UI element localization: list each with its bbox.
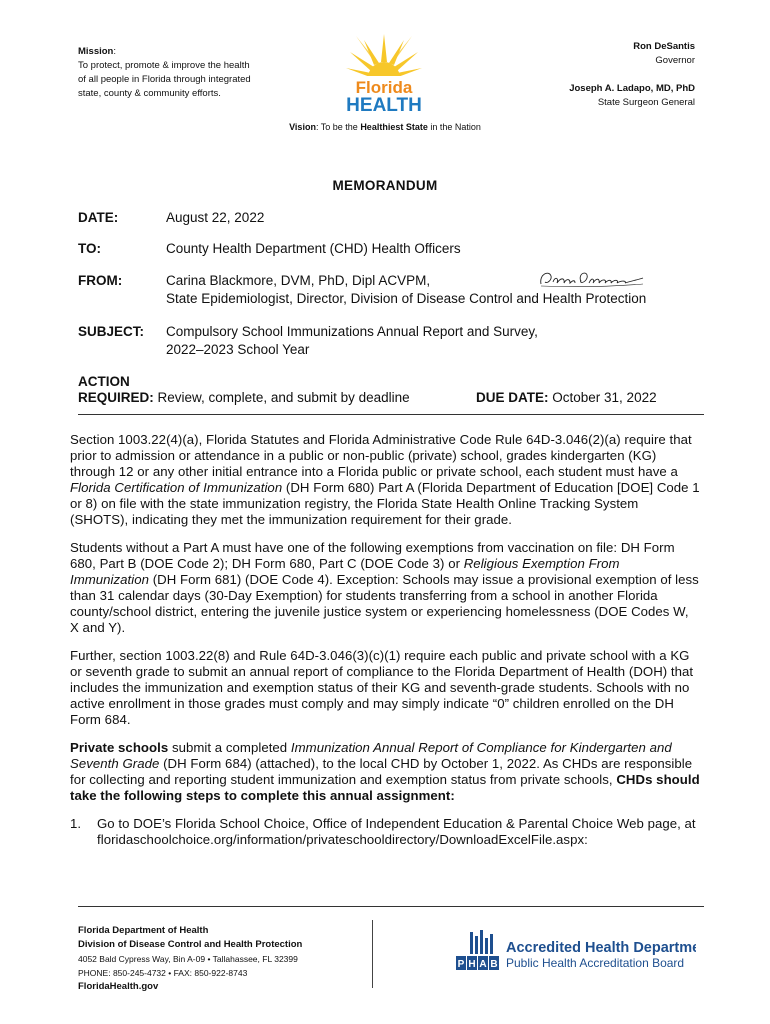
surgeon-general-name: Joseph A. Ladapo, MD, PhD bbox=[569, 83, 695, 94]
mission-statement: Mission: To protect, promote & improve the health of all people in Florida through integrated state, county & community efforts. bbox=[78, 45, 298, 101]
step-1 bbox=[70, 816, 700, 848]
vision-text-post: in the Nation bbox=[427, 122, 481, 132]
signature-icon bbox=[537, 268, 647, 290]
governor-title: Governor bbox=[655, 55, 695, 66]
action-required bbox=[78, 374, 718, 406]
p1-text-b: (DH Form 680) Part A (Florida Department of Education [DOE] Code 1 or 8) on file with the state immunization registry, the Florida State Health Online Tracking System (SHOTS), indicating they met the immunization requirement for their grade. bbox=[70, 480, 700, 527]
phab-letter-b: B bbox=[490, 959, 498, 970]
footer-org: Florida Department of Health bbox=[78, 925, 209, 936]
action-value: Review, complete, and submit by deadline bbox=[157, 390, 410, 405]
p4-text-a: submit a completed bbox=[168, 740, 291, 755]
vision-statement bbox=[0, 122, 770, 132]
vision-text-pre: : To be the bbox=[315, 122, 361, 132]
from-title: State Epidemiologist, Director, Division of Disease Control and Health Protection bbox=[166, 291, 647, 306]
p4-bold-b: CHDs should take the following steps to complete this annual assignment: bbox=[70, 772, 700, 803]
phab-accreditation-logo bbox=[456, 930, 696, 974]
footer-contact bbox=[78, 924, 302, 994]
subject-line2: 2022–2023 School Year bbox=[166, 342, 310, 357]
step-1-number: 1. bbox=[70, 816, 82, 831]
p4-form-title: Immunization Annual Report of Compliance for Kindergarten and Seventh Grade bbox=[70, 740, 672, 771]
due-date bbox=[476, 390, 657, 406]
due-label: DUE DATE: bbox=[476, 390, 549, 405]
sun-logo-icon bbox=[344, 32, 424, 114]
paragraph-3: Further, section 1003.22(8) and Rule 64D-3.046(3)(c)(1) require each public and private school with a KG or seventh grade to submit an annual report of compliance to the Florida Department of Health (DOH) that includes the immunization and exemption status of their KG and seventh-grade students. Schools with no active enrollment in those grades must comply and may simply indicate “0” children enrolled on the DH Form 684. bbox=[70, 648, 694, 727]
memo-body bbox=[70, 432, 700, 848]
footer-address: 4052 Bald Cypress Way, Bin A-09 • Tallahassee, FL 32399 bbox=[78, 954, 298, 964]
from-label: FROM: bbox=[78, 273, 123, 288]
action-label-2: REQUIRED: bbox=[78, 390, 154, 405]
p2-text-b: (DH Form 681) (DOE Code 4). Exception: Schools may issue a provisional exemption of less than 31 calendar days (30-Day Exemption) for students transferring from a school in another Florida county/school district, entering the juvenile justice system or experiencing homelessness (DOE Codes W, X and Y). bbox=[70, 572, 699, 635]
footer-website: FloridaHealth.gov bbox=[78, 981, 159, 992]
phab-letter-p: P bbox=[457, 959, 465, 970]
footer-division: Division of Disease Control and Health Protection bbox=[78, 939, 303, 950]
phab-line2: Public Health Accreditation Board bbox=[506, 956, 685, 970]
to-value: County Health Department (CHD) Health Officers bbox=[166, 241, 461, 256]
mission-text-line3: state, county & community efforts. bbox=[78, 88, 221, 99]
p2-form-title: Religious Exemption From Immunization bbox=[70, 556, 620, 587]
phab-line1: Accredited Health Department bbox=[506, 940, 696, 956]
due-value: October 31, 2022 bbox=[552, 390, 657, 405]
paragraph-2 bbox=[70, 540, 700, 636]
action-label-1: ACTION bbox=[78, 374, 130, 389]
mission-label: Mission bbox=[78, 46, 114, 57]
footer-divider bbox=[78, 906, 704, 907]
memo-title: MEMORANDUM bbox=[332, 178, 438, 193]
mission-text-line1: To protect, promote & improve the health bbox=[78, 60, 250, 71]
footer-separator bbox=[372, 920, 373, 988]
mission-text-line2: of all people in Florida through integrated bbox=[78, 74, 251, 85]
p4-text-b: (DH Form 684) (attached), to the local CHD by October 1, 2022. As CHDs are responsible for collecting and reporting student immunization and exemption status from private schools, bbox=[70, 756, 693, 787]
p4-bold-a: Private schools bbox=[70, 740, 169, 755]
subject-line1: Compulsory School Immunizations Annual Report and Survey, bbox=[166, 324, 538, 339]
logo-word-florida: Florida bbox=[355, 78, 413, 97]
governor-name: Ron DeSantis bbox=[633, 41, 695, 52]
officials-block bbox=[569, 40, 695, 110]
step-1-text: Go to DOE’s Florida School Choice, Office of Independent Education & Parental Choice Web page, at floridaschoolchoice.org/information/privateschooldirectory/DownloadExcelFile.aspx: bbox=[97, 816, 696, 847]
surgeon-general-title: State Surgeon General bbox=[597, 97, 695, 108]
header-divider bbox=[78, 414, 704, 415]
from-name: Carina Blackmore, DVM, PhD, Dipl ACVPM, bbox=[166, 273, 431, 288]
date-label: DATE: bbox=[78, 210, 119, 225]
logo-word-health: HEALTH bbox=[346, 95, 422, 114]
vision-label: Vision bbox=[289, 122, 316, 132]
date-value: August 22, 2022 bbox=[166, 210, 265, 225]
paragraph-1 bbox=[70, 432, 700, 528]
phab-letter-a: A bbox=[479, 959, 487, 970]
phab-logo-icon bbox=[456, 930, 696, 974]
footer-phone: PHONE: 850-245-4732 • FAX: 850-922-8743 bbox=[78, 968, 248, 978]
to-label: TO: bbox=[78, 241, 101, 256]
vision-text-bold: Healthiest State bbox=[360, 122, 428, 132]
p1-text-a: Section 1003.22(4)(a), Florida Statutes and Florida Administrative Code Rule 64D-3.046(2)(a) require that prior to admission or attendance in a public or non-public (private) school, grades kindergarten (KG) through 12 or any other initial entrance into a Florida public or private school, each student must have a bbox=[70, 432, 692, 479]
p1-form-title: Florida Certification of Immunization bbox=[70, 480, 283, 495]
florida-health-logo bbox=[344, 32, 424, 114]
phab-letter-h: H bbox=[468, 959, 476, 970]
paragraph-4 bbox=[70, 740, 700, 804]
p2-text-a: Students without a Part A must have one of the following exemptions from vaccination on file: DH Form 680, Part B (DOE Code 2); DH Form 680, Part C (DOE Code 3) or bbox=[70, 540, 675, 571]
subject-label: SUBJECT: bbox=[78, 324, 145, 339]
